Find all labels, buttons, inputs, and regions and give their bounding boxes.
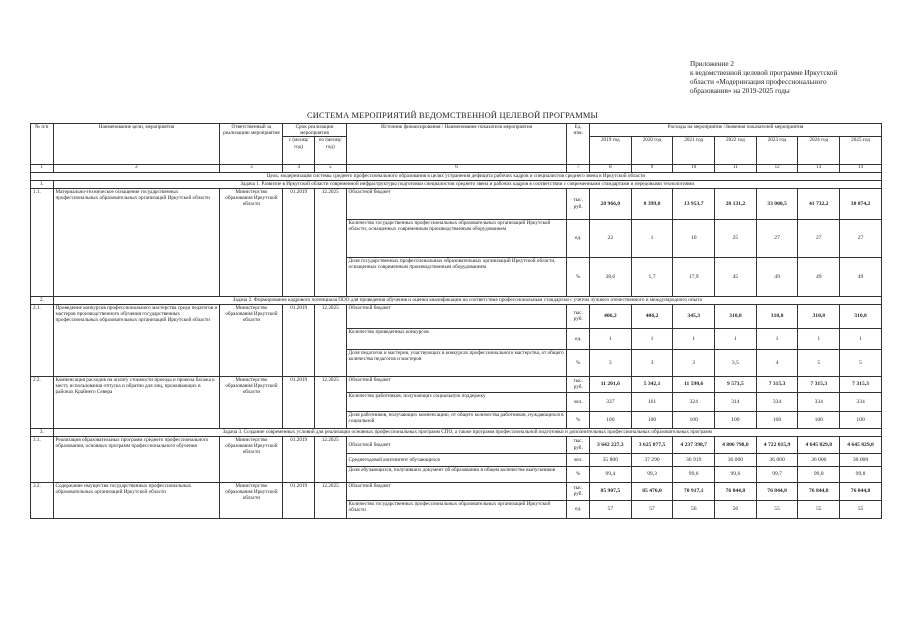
value-2023: 7 315,3 bbox=[756, 376, 798, 392]
value-2019: 99,4 bbox=[589, 466, 631, 482]
indicator-unit: % bbox=[567, 349, 590, 376]
value-2025: 36 000 bbox=[840, 453, 882, 466]
measure-number: 3.2. bbox=[31, 482, 54, 518]
task-title: Задача 1. Развитие в Иркутской области современной инфраструктуры подготовки специалистов среднего звена и рабочих кадров в соответствии с современными стандартами и передовыми технологиями bbox=[53, 180, 881, 188]
column-number: 7 bbox=[567, 165, 590, 172]
indicator-unit: тыс. руб. bbox=[567, 188, 590, 219]
indicator-source: Доля государственных профессиональных образовательных организаций Иркутской области, оснащенных современным производственным оборудованием bbox=[346, 257, 567, 296]
value-2024: 55 bbox=[798, 500, 840, 518]
value-2021: 345,3 bbox=[673, 304, 715, 328]
task-row bbox=[31, 296, 882, 304]
header-year: 2021 год bbox=[673, 137, 715, 165]
header-responsible: Ответственный за реализацию мероприятия bbox=[220, 124, 283, 165]
indicator-unit: тыс. руб. bbox=[567, 482, 590, 500]
measure-from: 01.2019 bbox=[283, 304, 315, 376]
measure-to: 12.2025 bbox=[314, 376, 346, 428]
indicator-source: Областной бюджет bbox=[346, 482, 567, 500]
value-2020: 37 290 bbox=[631, 453, 673, 466]
value-2020: 406,2 bbox=[631, 304, 673, 328]
value-2022: 9 573,5 bbox=[715, 376, 757, 392]
column-number: 11 bbox=[715, 165, 757, 172]
value-2022: 310,8 bbox=[715, 304, 757, 328]
indicator-source: Количество работников, получающих социальную поддержку bbox=[346, 392, 567, 411]
value-2020: 8 399,0 bbox=[631, 188, 673, 219]
column-number: 1 bbox=[31, 165, 54, 172]
value-2019: 85 907,5 bbox=[589, 482, 631, 500]
indicator-source: Областной бюджет bbox=[346, 304, 567, 328]
value-2023: 100 bbox=[756, 411, 798, 428]
indicator-source: Областной бюджет bbox=[346, 436, 567, 453]
column-number: 10 bbox=[673, 165, 715, 172]
value-2024: 334 bbox=[798, 392, 840, 411]
task-row bbox=[31, 180, 882, 188]
value-2022: 45 bbox=[715, 257, 757, 296]
task-title: Задача 2. Формирование кадрового потенциала ПОО для проведения обучения и оценки квалификации на соответствие профессиональным стандартам с учетом лучшего отечественного и международного опыта bbox=[53, 296, 881, 304]
header-row bbox=[31, 124, 882, 137]
column-number: 14 bbox=[840, 165, 882, 172]
measure-number: 2.2. bbox=[31, 376, 54, 428]
value-2025: 5 bbox=[840, 349, 882, 376]
indicator-unit: тыс. руб. bbox=[567, 376, 590, 392]
value-2022: 25 bbox=[715, 219, 757, 257]
value-2021: 36 919 bbox=[673, 453, 715, 466]
indicator-source: Областной бюджет bbox=[346, 188, 567, 219]
column-number: 9 bbox=[631, 165, 673, 172]
column-number: 4 bbox=[283, 165, 315, 172]
measure-to: 12.2025 bbox=[314, 304, 346, 376]
value-2023: 55 bbox=[756, 500, 798, 518]
value-2021: 56 bbox=[673, 500, 715, 518]
value-2025: 4 645 829,8 bbox=[840, 436, 882, 453]
value-2025: 27 bbox=[840, 219, 882, 257]
column-number: 8 bbox=[589, 165, 631, 172]
header-year: 2025 год bbox=[840, 137, 882, 165]
value-2019: 337 bbox=[589, 392, 631, 411]
indicator-source: Доля работников, получающих компенсацию, от общего количества работников, нуждающихся в социальной bbox=[346, 411, 567, 428]
value-2023: 49 bbox=[756, 257, 798, 296]
header-name: Наименование цели, мероприятия bbox=[53, 124, 220, 165]
measure-from: 01.2019 bbox=[283, 376, 315, 428]
measure-to: 12.2025 bbox=[314, 482, 346, 518]
task-row bbox=[31, 428, 882, 436]
measure-name: Реализация образовательных программ среднего профессионального образования, основных программ профессионального обучения bbox=[53, 436, 220, 482]
value-2019: 57 bbox=[589, 500, 631, 518]
measures-table bbox=[30, 123, 882, 519]
value-2025: 49 bbox=[840, 257, 882, 296]
indicator-source: Среднегодовой контингент обучающихся bbox=[346, 453, 567, 466]
column-number: 13 bbox=[798, 165, 840, 172]
header-from: с (месяц/ год) bbox=[283, 137, 315, 165]
value-2023: 1 bbox=[756, 328, 798, 349]
value-2025: 7 315,3 bbox=[840, 376, 882, 392]
task-number: 2. bbox=[31, 296, 54, 304]
indicator-source: Областной бюджет bbox=[346, 376, 567, 392]
value-2023: 4 bbox=[756, 349, 798, 376]
column-number: 3 bbox=[220, 165, 283, 172]
appendix-line: образования» на 2019-2025 годы bbox=[690, 87, 790, 95]
value-2022: 4 806 798,8 bbox=[715, 436, 757, 453]
value-2023: 310,8 bbox=[756, 304, 798, 328]
value-2020: 3 625 877,5 bbox=[631, 436, 673, 453]
measure-responsible: Министерство образования Иркутской области bbox=[220, 436, 283, 482]
value-2020: 85 476,0 bbox=[631, 482, 673, 500]
value-2020: 1,7 bbox=[631, 257, 673, 296]
value-2024: 4 645 829,8 bbox=[798, 436, 840, 453]
appendix-line: области «Модернизация профессионального bbox=[690, 78, 827, 86]
value-2021: 17,9 bbox=[673, 257, 715, 296]
value-2022: 1 bbox=[715, 328, 757, 349]
column-number: 12 bbox=[756, 165, 798, 172]
indicator-unit: ед. bbox=[567, 219, 590, 257]
value-2022: 99,6 bbox=[715, 466, 757, 482]
header-year: 2019 год bbox=[589, 137, 631, 165]
measure-number: 2.1. bbox=[31, 304, 54, 376]
value-2023: 36 000 bbox=[756, 453, 798, 466]
value-2023: 76 844,8 bbox=[756, 482, 798, 500]
header-year: 2020 год bbox=[631, 137, 673, 165]
value-2020: 161 bbox=[631, 392, 673, 411]
measure-to: 12.2025 bbox=[314, 436, 346, 482]
column-number: 2 bbox=[53, 165, 220, 172]
value-2019: 3 bbox=[589, 349, 631, 376]
value-2023: 99,7 bbox=[756, 466, 798, 482]
value-2019: 38,6 bbox=[589, 257, 631, 296]
value-2022: 3,5 bbox=[715, 349, 757, 376]
indicator-unit: ед. bbox=[567, 500, 590, 518]
value-2024: 36 000 bbox=[798, 453, 840, 466]
task-number: 1. bbox=[31, 180, 54, 188]
measure-row bbox=[31, 188, 882, 219]
header-unit: Ед. изм. bbox=[567, 124, 590, 165]
value-2019: 3 642 227,3 bbox=[589, 436, 631, 453]
measure-responsible: Министерство образования Иркутской области bbox=[220, 482, 283, 518]
indicator-source: Количество государственных профессиональных образовательных организаций Иркутской области, оснащенных современным производственным оборудованием bbox=[346, 219, 567, 257]
measure-name: Проведение конкурсов профессионального мастерства среди педагогов и мастеров производственного обучения государственных профессиональных образовательных организаций Иркутской области bbox=[53, 304, 220, 376]
indicator-unit: % bbox=[567, 411, 590, 428]
goal-text: Цель: модернизация системы среднего профессионального образования в целях устранения дефицита рабочих кадров и специалистов среднего звена в Иркутской области bbox=[31, 172, 882, 180]
appendix-line: к ведомственной целевой программе Иркутской bbox=[690, 69, 838, 77]
measure-name: Материально-техническое оснащение государственных профессиональных образовательных организаций Иркутской области bbox=[53, 188, 220, 296]
indicator-unit: тыс. руб. bbox=[567, 304, 590, 328]
value-2024: 49 bbox=[798, 257, 840, 296]
value-2020: 100 bbox=[631, 411, 673, 428]
value-2024: 100 bbox=[798, 411, 840, 428]
value-2021: 70 917,1 bbox=[673, 482, 715, 500]
goal-row bbox=[31, 172, 882, 180]
indicator-unit: % bbox=[567, 466, 590, 482]
header-num: № п/п bbox=[31, 124, 54, 165]
measure-from: 01.2019 bbox=[283, 482, 315, 518]
indicator-unit: ед. bbox=[567, 328, 590, 349]
value-2019: 35 800 bbox=[589, 453, 631, 466]
value-2022: 28 131,2 bbox=[715, 188, 757, 219]
value-2021: 99,6 bbox=[673, 466, 715, 482]
value-2021: 1 bbox=[673, 328, 715, 349]
measure-number: 1.1. bbox=[31, 188, 54, 296]
measure-from: 01.2019 bbox=[283, 436, 315, 482]
header-period: Срок реализации мероприятия bbox=[283, 124, 346, 137]
value-2020: 5 342,1 bbox=[631, 376, 673, 392]
value-2022: 100 bbox=[715, 411, 757, 428]
header-expenses: Расходы на мероприятие /Значения показателей мероприятия bbox=[589, 124, 881, 137]
indicator-source: Количество проведенных конкурсов bbox=[346, 328, 567, 349]
value-2024: 5 bbox=[798, 349, 840, 376]
measure-from: 01.2019 bbox=[283, 188, 315, 296]
value-2024: 310,8 bbox=[798, 304, 840, 328]
value-2025: 99,8 bbox=[840, 466, 882, 482]
measure-responsible: Министерство образования Иркутской области bbox=[220, 376, 283, 428]
value-2022: 56 bbox=[715, 500, 757, 518]
measure-row bbox=[31, 376, 882, 392]
value-2021: 10 bbox=[673, 219, 715, 257]
value-2020: 1 bbox=[631, 219, 673, 257]
measure-row bbox=[31, 436, 882, 453]
indicator-source: Доля педагогов и мастеров, участвующих в конкурсах профессионального мастерства, от общего количества педагогов и мастеров bbox=[346, 349, 567, 376]
value-2025: 100 bbox=[840, 411, 882, 428]
indicator-unit: чел. bbox=[567, 392, 590, 411]
header-year: 2024 год bbox=[798, 137, 840, 165]
measure-name: Компенсация расходов на оплату стоимости проезда и провоза багажа к месту использования отпуска и обратно для лиц, проживающих в районах Крайнего Севера bbox=[53, 376, 220, 428]
task-title: Задача 3. Создание современных условий для реализации основных профессиональных программ СПО, а также программ профессиональной подготовки и дополнительных профессиональных образовательных программ bbox=[53, 428, 881, 436]
value-2019: 22 bbox=[589, 219, 631, 257]
value-2023: 4 722 015,9 bbox=[756, 436, 798, 453]
header-source: Источник финансирования / Наименование показателя мероприятия bbox=[346, 124, 567, 165]
value-2021: 100 bbox=[673, 411, 715, 428]
value-2025: 334 bbox=[840, 392, 882, 411]
value-2024: 76 844,8 bbox=[798, 482, 840, 500]
value-2021: 13 953,7 bbox=[673, 188, 715, 219]
value-2022: 76 844,8 bbox=[715, 482, 757, 500]
appendix-line: Приложение 2 bbox=[690, 60, 734, 68]
header-year: 2023 год bbox=[756, 137, 798, 165]
indicator-source: Количество государственных профессиональных образовательных организаций Иркутской области bbox=[346, 500, 567, 518]
document-title: СИСТЕМА МЕРОПРИЯТИЙ ВЕДОМСТВЕННОЙ ЦЕЛЕВОЙ ПРОГРАММЫ bbox=[306, 111, 598, 120]
column-number: 5 bbox=[314, 165, 346, 172]
value-2024: 27 bbox=[798, 219, 840, 257]
value-2019: 11 201,6 bbox=[589, 376, 631, 392]
measure-name: Содержание имущества государственных профессиональных образовательных организаций Иркутской области bbox=[53, 482, 220, 518]
value-2019: 100 bbox=[589, 411, 631, 428]
measure-row bbox=[31, 482, 882, 500]
value-2023: 334 bbox=[756, 392, 798, 411]
value-2023: 33 000,5 bbox=[756, 188, 798, 219]
value-2019: 406,2 bbox=[589, 304, 631, 328]
value-2020: 99,3 bbox=[631, 466, 673, 482]
value-2019: 1 bbox=[589, 328, 631, 349]
value-2025: 310,8 bbox=[840, 304, 882, 328]
value-2019: 20 966,0 bbox=[589, 188, 631, 219]
measure-responsible: Министерство образования Иркутской области bbox=[220, 188, 283, 296]
column-numbers-row bbox=[31, 165, 882, 172]
value-2021: 11 590,6 bbox=[673, 376, 715, 392]
value-2025: 38 874,2 bbox=[840, 188, 882, 219]
value-2021: 324 bbox=[673, 392, 715, 411]
value-2024: 7 315,3 bbox=[798, 376, 840, 392]
value-2024: 41 732,2 bbox=[798, 188, 840, 219]
value-2020: 3 bbox=[631, 349, 673, 376]
indicator-unit: тыс. руб. bbox=[567, 436, 590, 453]
value-2021: 3 bbox=[673, 349, 715, 376]
measure-to: 12.2025 bbox=[314, 188, 346, 296]
measure-row bbox=[31, 304, 882, 328]
header-to: по (месяц/ год) bbox=[314, 137, 346, 165]
column-number: 6 bbox=[346, 165, 567, 172]
task-number: 3. bbox=[31, 428, 54, 436]
header-year: 2022 год bbox=[715, 137, 757, 165]
indicator-unit: чел. bbox=[567, 453, 590, 466]
indicator-source: Доля обучающихся, получивших документ об образовании в общем количестве выпускников bbox=[346, 466, 567, 482]
value-2025: 55 bbox=[840, 500, 882, 518]
value-2024: 1 bbox=[798, 328, 840, 349]
value-2021: 4 237 398,7 bbox=[673, 436, 715, 453]
value-2020: 57 bbox=[631, 500, 673, 518]
value-2022: 314 bbox=[715, 392, 757, 411]
value-2025: 76 844,8 bbox=[840, 482, 882, 500]
measure-number: 3.1. bbox=[31, 436, 54, 482]
value-2022: 36 000 bbox=[715, 453, 757, 466]
value-2023: 27 bbox=[756, 219, 798, 257]
value-2024: 99,8 bbox=[798, 466, 840, 482]
value-2020: 1 bbox=[631, 328, 673, 349]
measure-responsible: Министерство образования Иркутской области bbox=[220, 304, 283, 376]
indicator-unit: % bbox=[567, 257, 590, 296]
appendix-note bbox=[690, 60, 895, 96]
value-2025: 1 bbox=[840, 328, 882, 349]
